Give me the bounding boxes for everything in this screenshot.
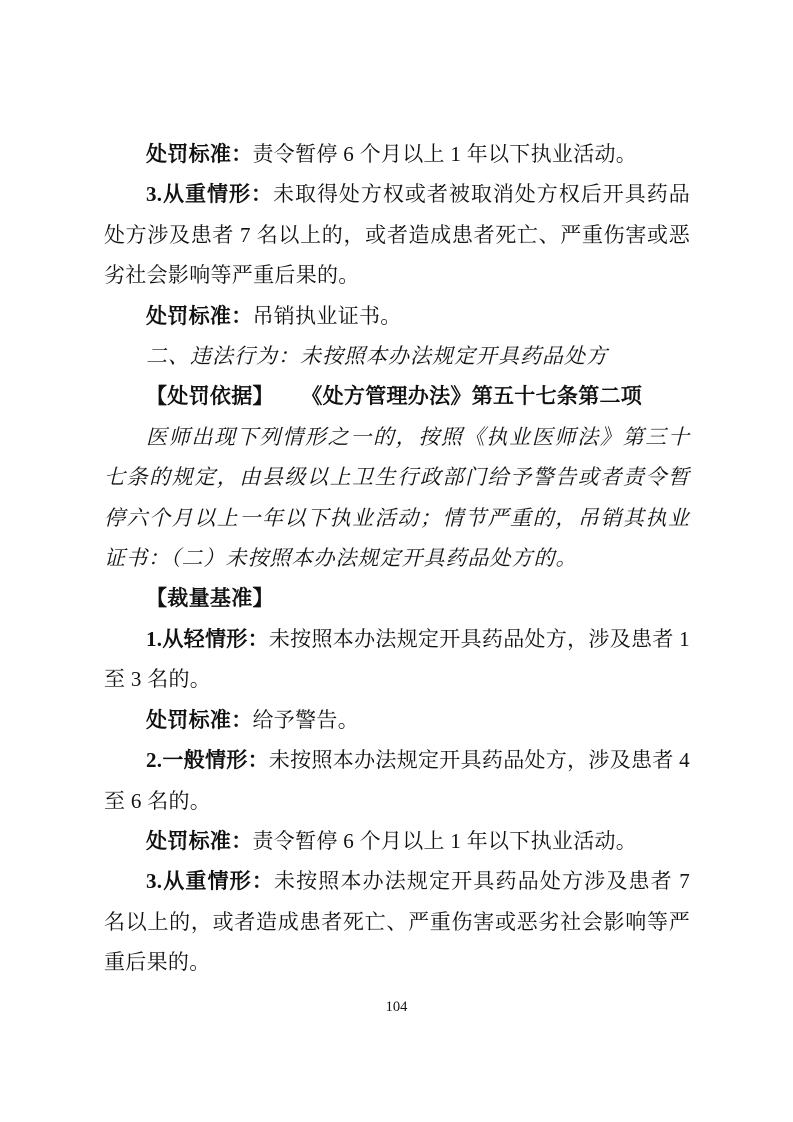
para-lenient-case [104, 619, 690, 700]
page-number: 104 [385, 999, 408, 1015]
para-penalty-standard-3 [104, 700, 690, 740]
para-penalty-standard-4 [104, 821, 690, 861]
para-label: 1.从轻情形： [146, 626, 269, 651]
para-label: 【裁量基准】 [146, 586, 274, 611]
para-general-case [104, 740, 690, 821]
para-label: 处罚标准： [146, 828, 253, 853]
document-body [104, 134, 690, 983]
para-penalty-standard-2 [104, 296, 690, 336]
para-text: 责令暂停 6 个月以上 1 年以下执业活动。 [252, 828, 638, 853]
para-text: 医师出现下列情形之一的，按照《执业医师法》第三十七条的规定，由县级以上卫生行政部门给予警告或者责令暂停六个月以上一年以下执业活动；情节严重的，吊销其执业证书：（二）未按照本办法规定开具药品处方的。 [104, 424, 690, 571]
para-text: 《处方管理办法》第五十七条第二项 [311, 384, 643, 409]
para-label: 3.从重情形： [146, 869, 274, 894]
para-violation-heading [104, 336, 690, 376]
para-text: 二、违法行为：未按照本办法规定开具药品处方 [146, 344, 608, 369]
para-discretion-benchmark-heading [104, 578, 690, 618]
para-text: 吊销执业证书。 [252, 303, 402, 328]
para-legal-provision [104, 417, 690, 579]
para-aggravating-case-2 [104, 861, 690, 982]
para-text: 给予警告。 [252, 707, 359, 732]
para-label: 处罚标准： [146, 303, 253, 328]
para-label: 处罚标准： [146, 707, 253, 732]
para-label: 2.一般情形： [146, 748, 269, 773]
para-text: 未按照本办法规定开具药品处方涉及患者 7 名以上的，或者造成患者死亡、严重伤害或恶劣社会影响等严重后果的。 [104, 869, 690, 975]
para-label: 处罚标准： [146, 142, 253, 166]
para-text: 未取得处方权或者被取消处方权后开具药品处方涉及患者 7 名以上的，或者造成患者死亡、严重伤害或恶劣社会影响等严重后果的。 [104, 182, 690, 288]
para-penalty-basis-heading [104, 376, 690, 416]
para-text: 责令暂停 6 个月以上 1 年以下执业活动。 [252, 142, 638, 166]
para-label: 3.从重情形： [146, 182, 273, 207]
para-text: 未按照本办法规定开具药品处方，涉及患者 1 至 3 名的。 [104, 626, 690, 692]
para-penalty-standard-1 [104, 134, 690, 174]
para-label: 【处罚依据】 [146, 384, 274, 409]
para-aggravating-case-1 [104, 174, 690, 295]
para-text: 未按照本办法规定开具药品处方，涉及患者 4 至 6 名的。 [104, 748, 690, 813]
